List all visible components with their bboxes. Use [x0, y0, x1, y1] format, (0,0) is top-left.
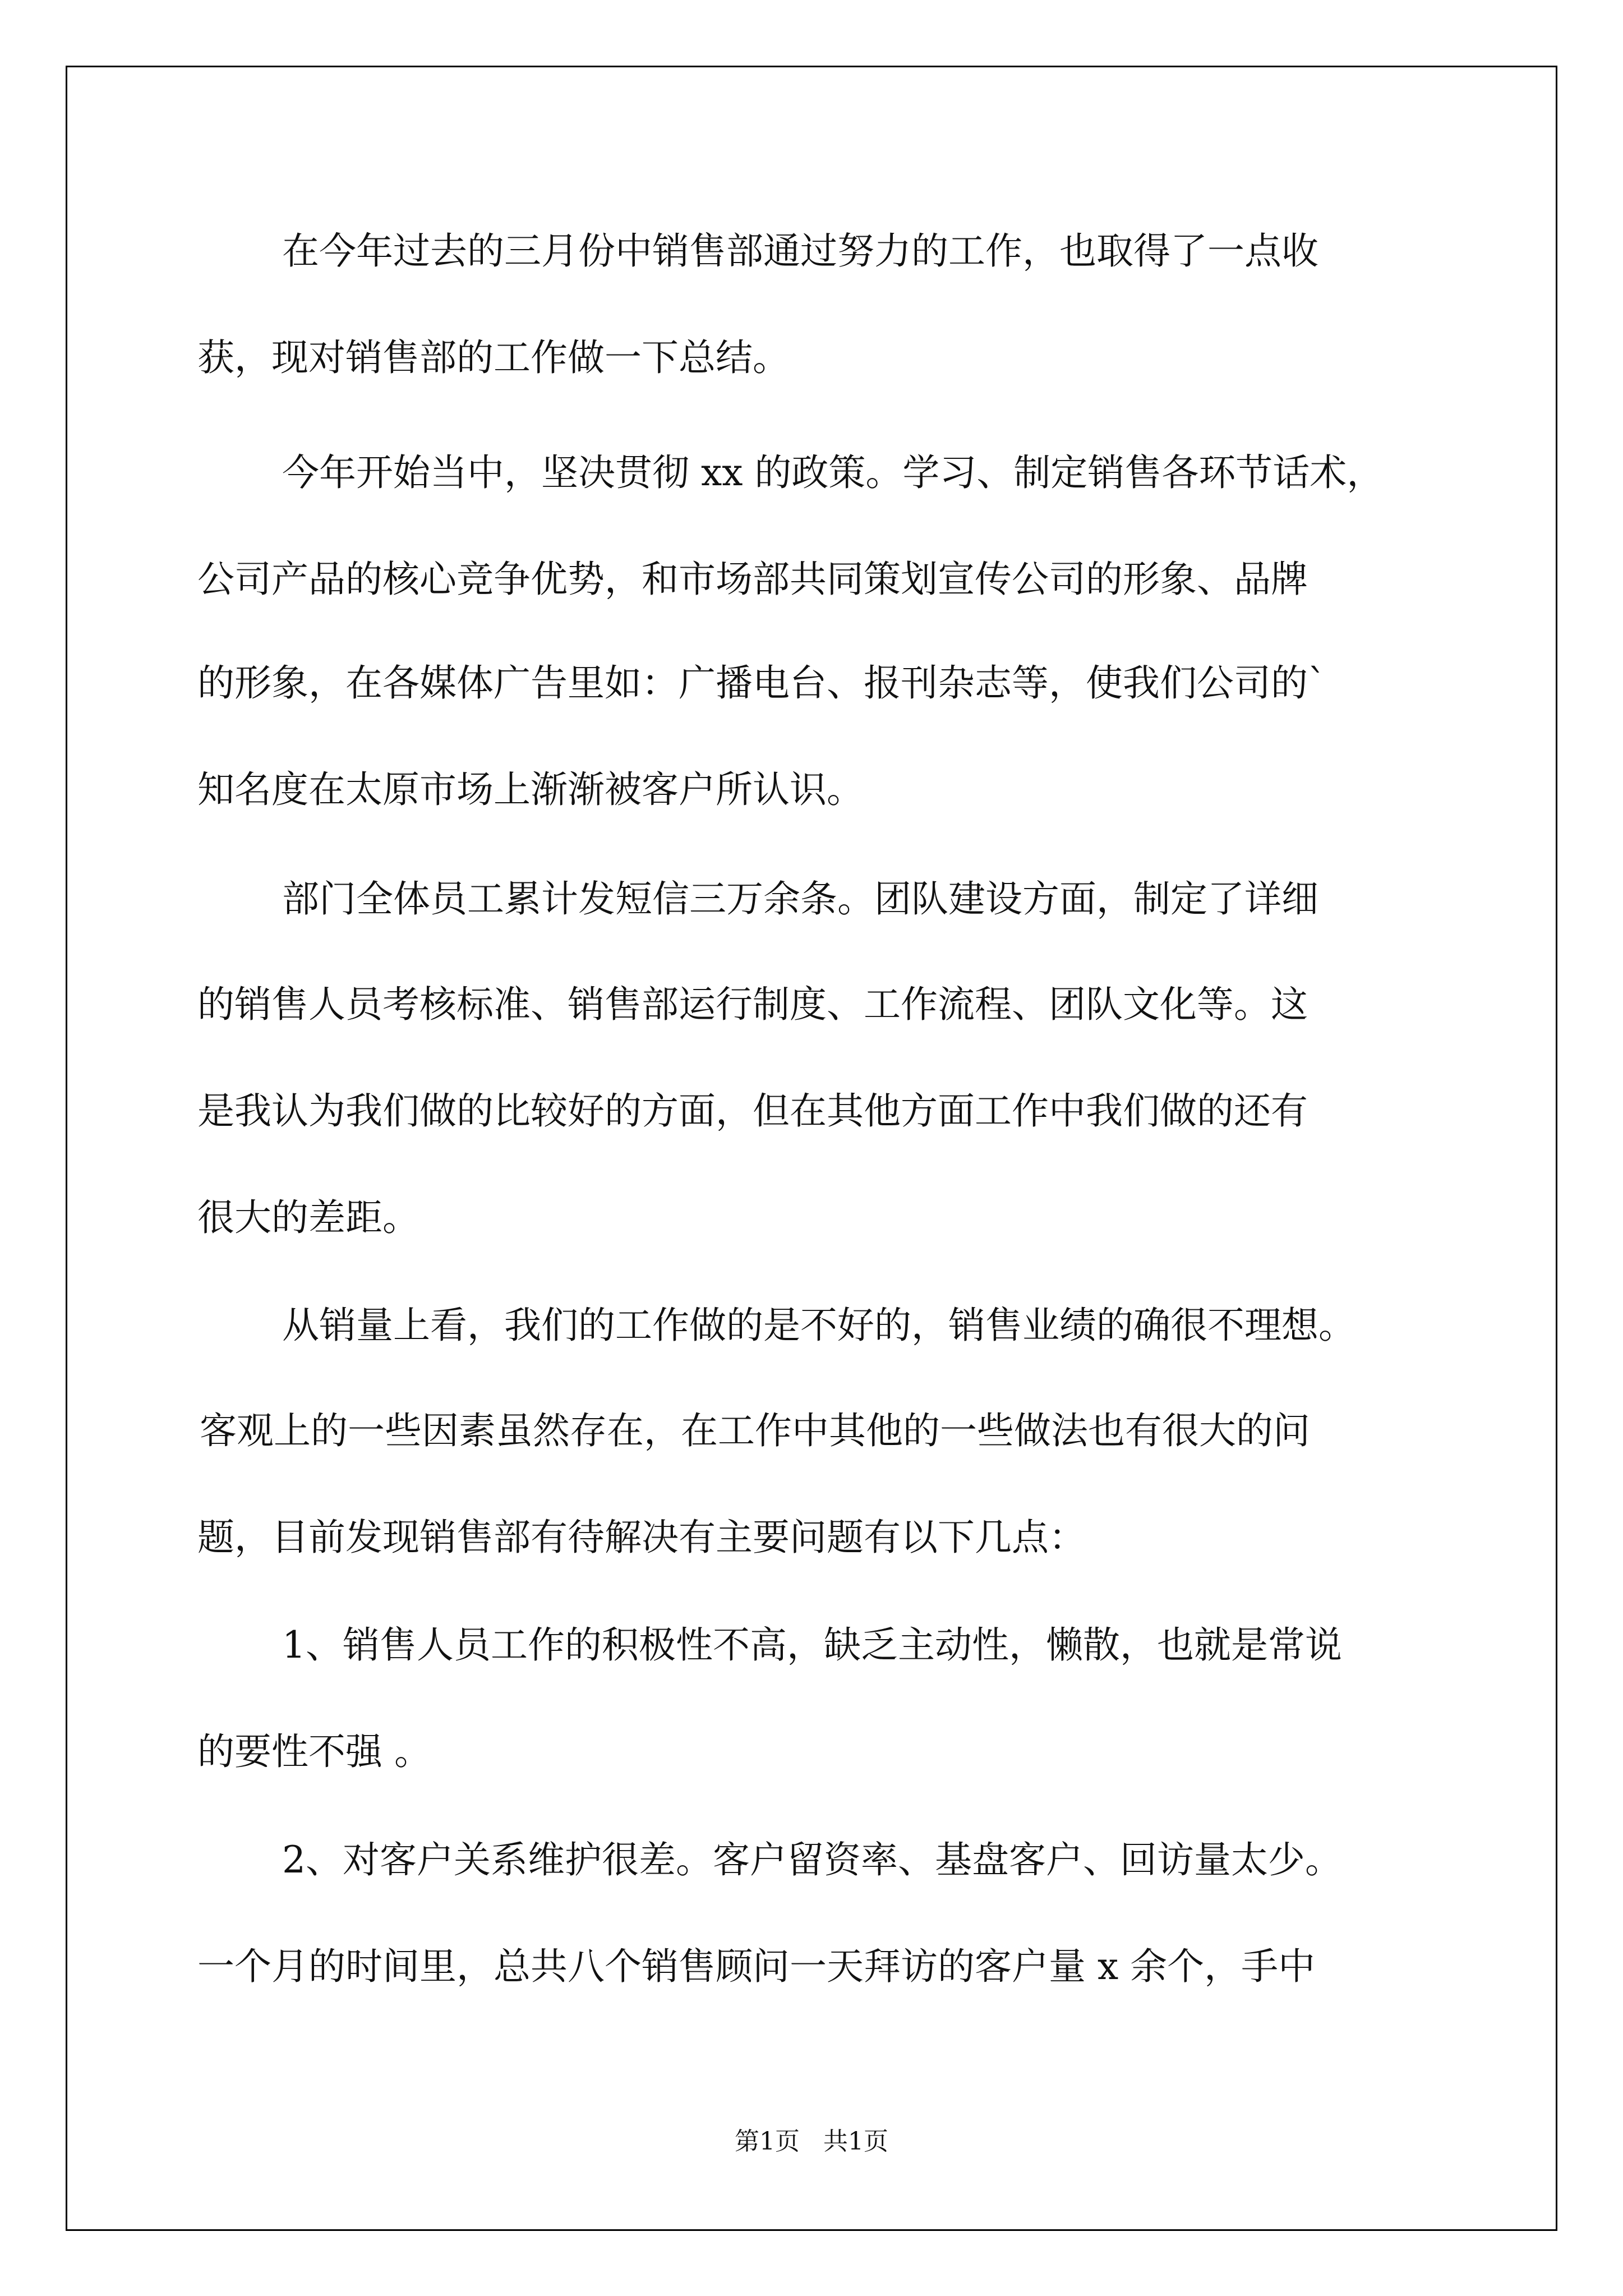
text-line: 知名度在太原市场上渐渐被客户所认识。 [197, 768, 864, 811]
text-line: 的要性不强 。 [197, 1730, 431, 1773]
text-line: 公司产品的核心竞争优势，和市场部共同策划宣传公司的形象、品牌 [197, 558, 1308, 601]
text-line: 题，目前发现销售部有待解决有主要问题有以下几点： [197, 1516, 1086, 1559]
text-line: 获，现对销售部的工作做一下总结。 [197, 336, 790, 379]
text-line: 很大的差距。 [197, 1196, 419, 1239]
text-line: 的形象，在各媒体广告里如：广播电台、报刊杂志等，使我们公司的` [197, 661, 1326, 705]
text-line: 2、对客户关系维护很差。客户留资率、基盘客户、回访量太少。 [282, 1838, 1342, 1881]
text-line: 从销量上看，我们的工作做的是不好的，销售业绩的确很不理想。 [282, 1304, 1355, 1347]
text-line: 在今年过去的三月份中销售部通过努力的工作，也取得了一点收 [282, 229, 1318, 273]
page-border [66, 66, 1557, 2231]
text-line: 1、销售人员工作的积极性不高，缺乏主动性，懒散，也就是常说 [282, 1623, 1342, 1667]
text-line: 是我认为我们做的比较好的方面，但在其他方面工作中我们做的还有 [197, 1089, 1308, 1133]
page-number-footer: 第1页 共1页 [735, 2127, 888, 2156]
text-line: 今年开始当中，坚决贯彻 xx 的政策。学习、制定销售各环节话术， [282, 451, 1384, 494]
text-line: 一个月的时间里，总共八个销售顾问一天拜访的客户量 x 余个，手中 [197, 1945, 1316, 1988]
text-line: 部门全体员工累计发短信三万余条。团队建设方面，制定了详细 [282, 877, 1318, 921]
text-line: 客观上的一些因素虽然存在，在工作中其他的一些做法也有很大的问 [200, 1409, 1310, 1452]
text-line: 的销售人员考核标准、销售部运行制度、工作流程、团队文化等。这 [197, 983, 1308, 1026]
